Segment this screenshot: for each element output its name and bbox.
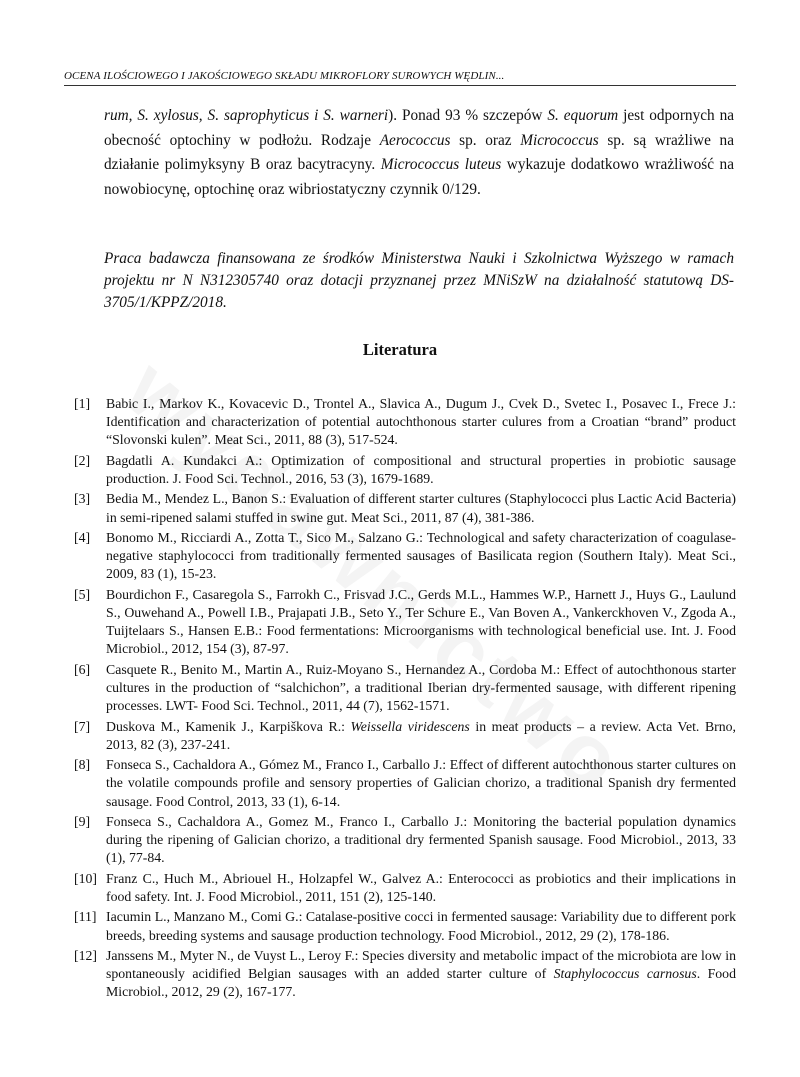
reference-item	[74, 586, 736, 659]
reference-item	[74, 870, 736, 906]
reference-text: Fonseca S., Cachaldora A., Gómez M., Franco I., Carballo J.: Effect of different autochthonous starter cultures on the volatile compounds profile and sensory properties of Galician chorizo, a traditional Spanish dry fermented sausage. Food Control, 2013, 33 (1), 6-14.	[106, 757, 736, 809]
reference-item	[74, 718, 736, 754]
reference-list	[74, 395, 736, 1004]
reference-item	[74, 813, 736, 868]
running-header: OCENA ILOŚCIOWEGO I JAKOŚCIOWEGO SKŁADU MIKROFLORY SUROWYCH WĘDLIN...	[64, 69, 736, 86]
body-paragraph-text: rum, S. xylosus, S. saprophyticus i S. warneri). Ponad 93 % szczepów S. equorum jest odpornych na obecność optochiny w podłożu. Rodzaje Aerococcus sp. oraz Micrococcus sp. są wrażliwe na działanie polimyksyny B oraz bacytracyny. Micrococcus luteus wykazuje dodatkowo wrażliwość na nowobiocynę, optochinę oraz wibriostatyczny czynnik 0/129.	[104, 107, 735, 198]
reference-number: [10]	[74, 870, 97, 886]
reference-item	[74, 452, 736, 488]
reference-item	[74, 756, 736, 811]
reference-text: Casquete R., Benito M., Martin A., Ruiz-Moyano S., Hernandez A., Cordoba M.: Effect of autochthonous starter cultures in the production of “salchichon”, a traditional Iberian dry-fermented sausage, with different ripening processes. LWT- Food Sci. Technol., 2011, 44 (7), 1562-1571.	[106, 661, 736, 714]
reference-item	[74, 529, 736, 584]
body-paragraph	[104, 104, 734, 202]
reference-number: [5]	[74, 586, 91, 602]
reference-number: [1]	[74, 396, 91, 411]
reference-text: Babic I., Markov K., Kovacevic D., Trontel A., Slavica A., Dugum J., Cvek D., Svetec I., Posavec I., Frece J.: Identification and characterization of potential autochthonous starter culures from a Croatian “brand” product “Slovonski kulen”. Meat Sci., 2011, 88 (3), 517-524.	[106, 396, 736, 448]
reference-number: [8]	[74, 757, 91, 773]
literature-heading: Literatura	[362, 340, 438, 359]
reference-number: [12]	[74, 947, 97, 963]
reference-item	[74, 661, 736, 716]
reference-number: [11]	[74, 909, 97, 925]
reference-text: Bonomo M., Ricciardi A., Zotta T., Sico M., Salzano G.: Technological and safety characterization of coagulase-negative staphylococci from traditionally fermented sausages of Basilicata region (Southern Italy). Meat Sci., 2009, 83 (1), 15-23.	[106, 529, 736, 582]
reference-item	[74, 490, 736, 526]
reference-text: Iacumin L., Manzano M., Comi G.: Catalase-positive cocci in fermented sausage: Variability due to different pork breeds, breeding systems and sausage production technology. Food Microbiol., 2012, 29 (2), 178-186.	[106, 909, 736, 943]
reference-item	[74, 395, 736, 450]
reference-text: Fonseca S., Cachaldora A., Gomez M., Franco I., Carballo J.: Monitoring the bacterial population dynamics during the ripening of Galician chorizo, a traditional dry fermented Spanish sausage. Food Microbiol., 2013, 33 (1), 77-84.	[106, 813, 736, 866]
reference-text: Duskova M., Kamenik J., Karpiškova R.: Weissella viridescens in meat products – a review. Acta Vet. Brno, 2013, 82 (3), 237-241.	[106, 718, 736, 752]
reference-text: Franz C., Huch M., Abriouel H., Holzapfel W., Galvez A.: Enterococci as probiotics and their implications in food safety. Int. J. Food Microbiol., 2011, 151 (2), 125-140.	[106, 870, 736, 904]
reference-number: [9]	[74, 813, 91, 829]
reference-number: [3]	[74, 491, 91, 507]
reference-text: Bedia M., Mendez L., Banon S.: Evaluation of different starter cultures (Staphylococci plus Lactic Acid Bacteria) in semi-ripened salami stuffed in swine gut. Meat Sci., 2011, 87 (4), 381-386.	[106, 491, 736, 525]
reference-number: [6]	[74, 661, 91, 677]
reference-number: [7]	[74, 718, 91, 734]
reference-text: Janssens M., Myter N., de Vuyst L., Leroy F.: Species diversity and metabolic impact of the microbiota are low in spontaneously acidified Belgian sausages with an added starter culture of Staphylococcus carnosus. Food Microbiol., 2012, 29 (2), 167-177.	[106, 947, 736, 1000]
reference-number: [2]	[74, 452, 91, 468]
funding-note: Praca badawcza finansowana ze środków Ministerstwa Nauki i Szkolnictwa Wyższego w ramach projektu nr N N312305740 oraz dotacji przyznanej przez MNiSzW na działalność statutową DS-3705/1/KPPZ/2018.	[104, 250, 734, 312]
reference-item	[74, 947, 736, 1002]
reference-text: Bagdatli A. Kundakci A.: Optimization of compositional and structural properties in probiotic sausage production. J. Food Sci. Technol., 2016, 53 (3), 1679-1689.	[106, 452, 736, 486]
reference-item	[74, 908, 736, 944]
reference-number: [4]	[74, 529, 91, 545]
reference-text: Bourdichon F., Casaregola S., Farrokh C., Frisvad J.C., Gerds M.L., Hammes W.P., Harnett J., Huys G., Laulund S., Ouwehand A., Powell I.B., Prajapati J.B., Seto Y., Ter Schure E., Van Boven A., Vankerckhoven V., Zgoda A., Tuijtelaars S., Hansen E.B.: Food fermentations: Microorganisms with technological beneficial use. Int. J. Food Microbiol., 2012, 154 (3), 87-97.	[106, 586, 736, 657]
